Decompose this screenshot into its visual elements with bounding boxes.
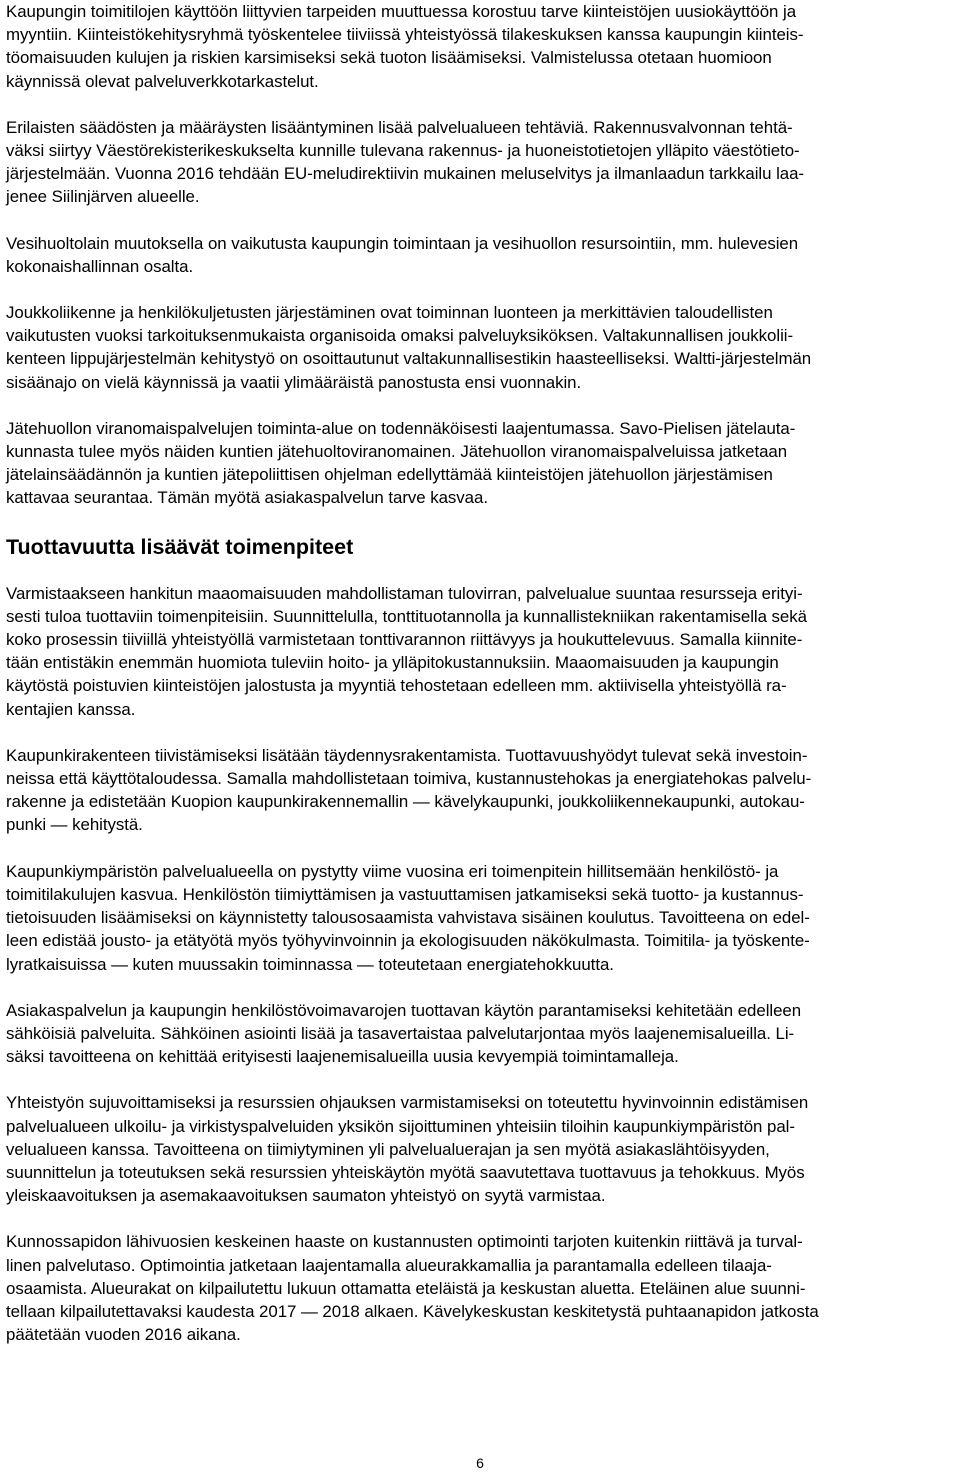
text-line: kentajien kanssa. — [6, 699, 136, 719]
paragraph — [6, 0, 956, 93]
body-text-bottom — [6, 582, 956, 1347]
paragraph — [6, 860, 956, 976]
text-line: Jätehuollon viranomaispalvelujen toiminta-alue on todennäköisesti laajentumassa. Savo-Pielisen jätelauta- — [6, 418, 796, 438]
text-line: leen edistää jousto- ja etätyötä myös työhyvinvoinnin ja ekologisuuden näkökulmasta. Toimitila- ja työskente- — [6, 931, 810, 951]
text-line: tään entistäkin enemmän huomiota tuleviin hoito- ja ylläpitokustannuksiin. Maaomaisuuden ja kaupungin — [6, 653, 779, 673]
paragraph — [6, 116, 956, 209]
text-line: tietoisuuden lisäämiseksi on käynnistetty talousosaamista vahvistava sisäinen koulutus. Tavoitteena on edel- — [6, 908, 810, 928]
text-line: koko prosessin tiiviillä yhteistyöllä varmistetaan tonttivarannon riittävyys ja houkuttelevuus. Samalla kiinnite- — [6, 630, 803, 650]
text-line: töomaisuuden kulujen ja riskien karsimiseksi sekä tuoton lisäämiseksi. Valmistelussa otetaan huomioon — [6, 48, 772, 68]
text-line: jätelainsäädännön ja kuntien jätepoliittisen ohjelman edellyttämää kiinteistöjen jätehuollon järjestämisen — [6, 465, 773, 485]
text-line: palvelualueen ulkoilu- ja virkistyspalveluiden yksikön sijoittuminen yhteisiin tiloihin kaupunkiympäristön pal- — [6, 1116, 795, 1136]
paragraph — [6, 582, 956, 721]
text-line: säksi tavoitteena on kehittää erityisesti laajenemisalueilla uusia kevyempiä toimintamalleja. — [6, 1047, 679, 1067]
paragraph — [6, 232, 956, 278]
text-line: linen palvelutaso. Optimointia jatketaan laajentamalla alueurakkamallia ja parantamalla edelleen tilaaja- — [6, 1255, 772, 1275]
text-line: käytöstä poistuvien kiinteistöjen jalostusta ja myyntiä tehostetaan edelleen mm. aktiivisella yhteistyöllä ra- — [6, 676, 787, 696]
text-line: sähköisiä palveluita. Sähköinen asiointi lisää ja tasavertaistaa palvelutarjontaa myös laajenemisalueilla. Li- — [6, 1023, 795, 1043]
text-line: Kaupungin toimitilojen käyttöön liittyvien tarpeiden muuttuessa korostuu tarve kiinteistöjen uusiokäyttöön ja — [6, 2, 797, 21]
paragraph — [6, 744, 956, 837]
document-page — [6, 0, 956, 1369]
text-line: kattavaa seurantaa. Tämän myötä asiakaspalvelun tarve kasvaa. — [6, 488, 488, 508]
paragraph — [6, 301, 956, 394]
text-line: kunnasta tulee myös näiden kuntien jätehuoltoviranomainen. Jätehuollon viranomaispalveluissa jatketaan — [6, 442, 788, 462]
text-line: Varmistaakseen hankitun maaomaisuuden mahdollistaman tulovirran, palvelualue suuntaa resursseja erityi- — [6, 583, 803, 603]
text-line: suunnittelun ja toteutuksen sekä resurssien yhteiskäytön myötä saavutettava tuottavuus ja tehokkuus. Myös — [6, 1162, 805, 1182]
page-number: 6 — [476, 1455, 484, 1471]
text-line: Kaupunkirakenteen tiivistämiseksi lisätään täydennysrakentamista. Tuottavuushyödyt tulevat sekä investoin- — [6, 745, 808, 765]
text-line: Erilaisten säädösten ja määräysten lisääntyminen lisää palvelualueen tehtäviä. Rakennusvalvonnan tehtä- — [6, 117, 793, 137]
text-line: Vesihuoltolain muutoksella on vaikutusta kaupungin toimintaan ja vesihuollon resursointiin, mm. hulevesien — [6, 233, 799, 253]
text-line: kokonaishallinnan osalta. — [6, 256, 194, 276]
text-line: sisäänajo on vielä käynnissä ja vaatii ylimääräistä panostusta ensi vuonnakin. — [6, 372, 582, 392]
text-line: yleiskaavoituksen ja asemakaavoituksen saumaton yhteistyö on syytä varmistaa. — [6, 1186, 606, 1206]
text-line: toimitilakulujen kasvua. Henkilöstön tiimiyttämisen ja vastuuttamisen jatkamiseksi sekä tuotto- ja kustannus- — [6, 884, 804, 904]
text-line: neissa että käyttötaloudessa. Samalla mahdollistetaan toimiva, kustannustehokas ja energiatehokas palvelu- — [6, 769, 812, 789]
text-line: Kaupunkiympäristön palvelualueella on pystytty viime vuosina eri toimenpitein hillitsemään henkilöstö- ja — [6, 861, 779, 881]
text-line: päätetään vuoden 2016 aikana. — [6, 1325, 241, 1345]
text-line: Kunnossapidon lähivuosien keskeinen haaste on kustannusten optimointi tarjoten kuitenkin riittävä ja turval- — [6, 1232, 803, 1252]
text-line: rakenne ja edistetään Kuopion kaupunkirakennemallin — kävelykaupunki, joukkoliikennekaupunki, autokau- — [6, 792, 805, 812]
body-text-top — [6, 0, 956, 510]
text-line: sesti tuloa tuottaviin toimenpiteisiin. Suunnittelulla, tonttituotannolla ja kunnallistekniikan rakentamisella sekä — [6, 606, 807, 626]
text-line: väksi siirtyy Väestörekisterikeskukselta kunnille tulevana rakennus- ja huoneistotietojen ylläpito väestötieto- — [6, 141, 800, 161]
text-line: osaamista. Alueurakat on kilpailutettu lukuun ottamatta eteläistä ja keskustan aluetta. Eteläinen alue suunni- — [6, 1278, 806, 1298]
text-line: lyratkaisuissa — kuten muussakin toiminnassa — toteutetaan energiatehokkuutta. — [6, 954, 614, 974]
text-line: jenee Siilinjärven alueelle. — [6, 187, 200, 207]
text-line: järjestelmään. Vuonna 2016 tehdään EU-meludirektiivin mukainen meluselvitys ja ilmanlaadun tarkkailu laa- — [6, 164, 804, 184]
text-line: Asiakaspalvelun ja kaupungin henkilöstövoimavarojen tuottavan käytön parantamiseksi kehitetään edelleen — [6, 1000, 802, 1020]
text-line: velualueen kanssa. Tavoitteena on tiimiytyminen yli palvelualuerajan ja sen myötä asiakaslähtöisyyden, — [6, 1139, 770, 1159]
paragraph — [6, 1230, 956, 1346]
text-line: myyntiin. Kiinteistökehitysryhmä työskentelee tiiviissä yhteistyössä tilakeskuksen kanssa kaupungin kiinteis- — [6, 25, 804, 45]
text-line: tellaan kilpailutettavaksi kaudesta 2017 — 2018 alkaen. Kävelykeskustan keskitetystä puhtaanapidon jatkosta — [6, 1301, 819, 1321]
text-line: vaikutusten vuoksi tarkoituksenmukaista organisoida omaksi palveluyksiköksen. Valtakunnallisen joukkolii- — [6, 326, 794, 346]
text-line: Joukkoliikenne ja henkilökuljetusten järjestäminen ovat toiminnan luonteen ja merkittävien taloudellisten — [6, 303, 773, 323]
text-line: kenteen lippujärjestelmän kehitystyö on osoittautunut valtakunnallisestikin haasteelliseksi. Waltti-järjestelmän — [6, 349, 812, 369]
paragraph — [6, 999, 956, 1069]
paragraph — [6, 1091, 956, 1207]
text-line: punki — kehitystä. — [6, 815, 143, 835]
text-line: Yhteistyön sujuvoittamiseksi ja resurssien ohjauksen varmistamiseksi on toteutettu hyvinvoinnin edistämisen — [6, 1093, 809, 1113]
text-line: käynnissä olevat palveluverkkotarkastelut. — [6, 71, 319, 91]
section-heading: Tuottavuutta lisäävät toimenpiteet — [6, 534, 354, 559]
paragraph — [6, 417, 956, 510]
